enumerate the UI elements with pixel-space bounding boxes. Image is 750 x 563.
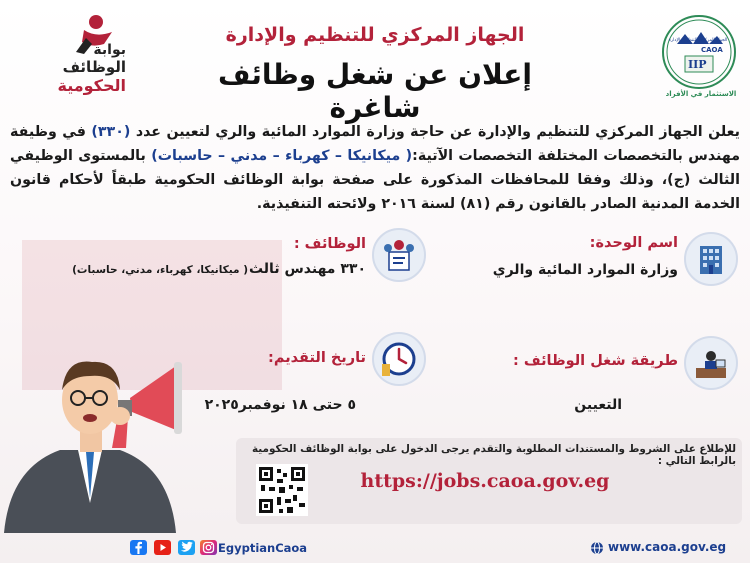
method-label: طريقة شغل الوظائف : [512,353,678,369]
building-icon [684,232,738,286]
logo-line-1: بوابة [93,42,126,58]
office-desk-icon [684,336,738,390]
organization-title: الجهاز المركزي للتنظيم والإدارة [225,24,525,46]
link-box-note: للإطلاع على الشروط والمستندات المطلوبة والتقدم يرجى الدخول على بوابة الوظائف الحكومية بالرابط التالي : [252,443,736,467]
announcement-paragraph [10,120,740,216]
jobs-detail: ( ميكانيكا، كهرباء، مدني، حاسبات) [72,264,248,276]
intro-part-1: يعلن الجهاز المركزي للتنظيم والإدارة عن حاجة وزارة الموارد المائية والري لتعيين عدد [130,124,741,140]
intro-part-3: بالمستوى الوظيفي الثالث (ج)، وذلك وفقا للمحافظات المذكورة على صفحة بوابة الوظائف الحكومية طبقاً لأحكام قانون الخدمة المدنية الصادر بالقانون رقم (٨١) لسنة ٢٠١٦ ولائحته التنفيذية. [10,148,740,212]
method-value: التعيين [574,397,622,413]
jobs-portal-link[interactable]: https://jobs.caoa.gov.eg [360,470,610,492]
globe-icon [590,541,604,555]
qr-code-icon[interactable] [256,464,308,516]
jobs-portal-logo [26,8,146,102]
jobs-label: الوظائف : [293,236,366,252]
caoa-sub-name: الجهاز المركزي للتنظيم والإدارة [668,38,728,43]
caoa-logo [655,10,743,102]
instagram-icon[interactable] [200,540,217,555]
dates-value: ٥ حتى ١٨ نوفمبر٢٠٢٥ [204,397,356,413]
page-title: إعلان عن شغل وظائف شاغرة [218,58,532,124]
caoa-abbr: CAOA [701,46,723,54]
intro-part-2: في وظيفة مهندس بالتخصصات المختلفة التخصصات الآتية: [10,124,740,164]
website-link[interactable]: www.caoa.gov.eg [608,540,727,554]
clock-icon [372,332,426,386]
youtube-icon[interactable] [154,540,171,555]
facebook-icon[interactable] [130,540,147,555]
iip-text: IIP [688,58,707,71]
job-candidates-icon [372,228,426,282]
social-handle[interactable]: EgyptianCaoa [218,541,308,555]
logo-line-2: الوظائف [62,58,126,76]
unit-label: اسم الوحدة: [589,235,678,251]
unit-value: وزارة الموارد المائية والري [492,262,678,278]
presenter-illustration [0,318,200,533]
twitter-icon[interactable] [178,540,195,555]
jobs-value: ٣٣٠ مهندس ثالث [248,261,366,277]
caoa-caption: الاستثمار في الأفراد [665,90,737,98]
dates-label: تاريخ التقديم: [268,350,366,366]
logo-line-3: الحكومية [57,76,126,95]
intro-specialties: ( ميكانيكا – كهرباء – مدني – حاسبات) [151,148,413,164]
intro-count: (٣٣٠) [91,124,131,140]
